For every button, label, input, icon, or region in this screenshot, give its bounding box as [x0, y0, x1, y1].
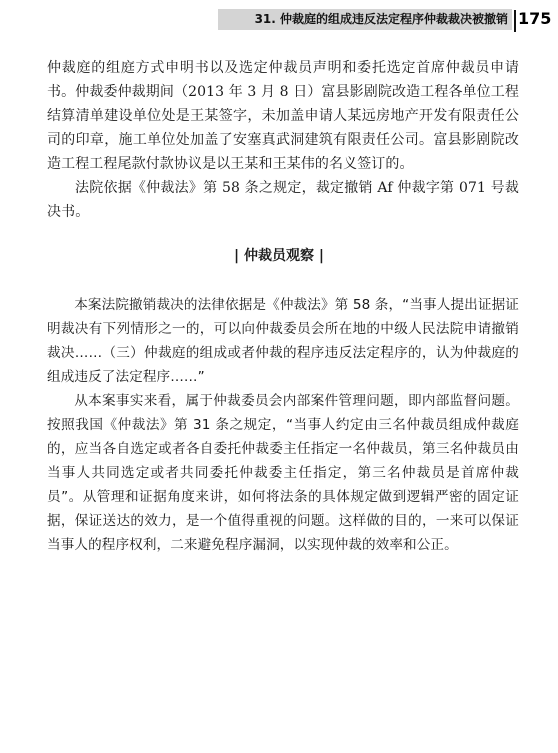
observation-paragraph: 本案法院撤销裁决的法律依据是《仲裁法》第 58 条，“当事人提出证据证明裁决有下列情形之一的，可以向仲裁委员会所在地的中级人民法院申请撤销裁决……（三）仲裁庭的组成或者仲裁的程序违反法定程序的，认为仲裁庭的组成违反了法定程序……” — [47, 297, 519, 385]
header-divider — [514, 10, 516, 32]
observation-text-block — [47, 293, 519, 557]
case-text-block — [47, 56, 519, 224]
section-heading-arbitrator-observation: | 仲裁员观察 | — [234, 248, 324, 264]
observation-paragraph: 从本案事实来看，属于仲裁委员会内部案件管理问题，即内部监督问题。按照我国《仲裁法》第 31 条之规定，“当事人约定由三名仲裁员组成仲裁庭的，应当各自选定或者各自委托仲裁委主任指定一名仲裁员，第三名仲裁员由当事人共同选定或者共同委托仲裁委主任指定，第三名仲裁员是首席仲裁员”。从管理和证据角度来讲，如何将法条的具体规定做到逻辑严密的固定证据，保证送达的效力，是一个值得重视的问题。这样做的目的，一来可以保证当事人的程序权利，二来避免程序漏洞，以实现仲裁的效率和公正。 — [47, 393, 519, 553]
page-number: 175 — [518, 9, 552, 28]
body-paragraph: 仲裁庭的组庭方式申明书以及选定仲裁员声明和委托选定首席仲裁员申请书。仲裁委仲裁期间（2013 年 3 月 8 日）富县影剧院改造工程各单位工程结算清单建设单位处是王某签字，未加盖申请人某远房地产开发有限责任公司的印章，施工单位处加盖了安塞真武洞建筑有限责任公司。富县影剧院改造工程工程尾款付款协议是以王某和王某伟的名义签订的。 — [47, 60, 519, 172]
body-paragraph: 法院依据《仲裁法》第 58 条之规定，裁定撤销 Af 仲裁字第 071 号裁决书。 — [47, 180, 519, 220]
running-header-title: 31. 仲裁庭的组成违反法定程序仲裁裁决被撤销 — [254, 12, 508, 26]
